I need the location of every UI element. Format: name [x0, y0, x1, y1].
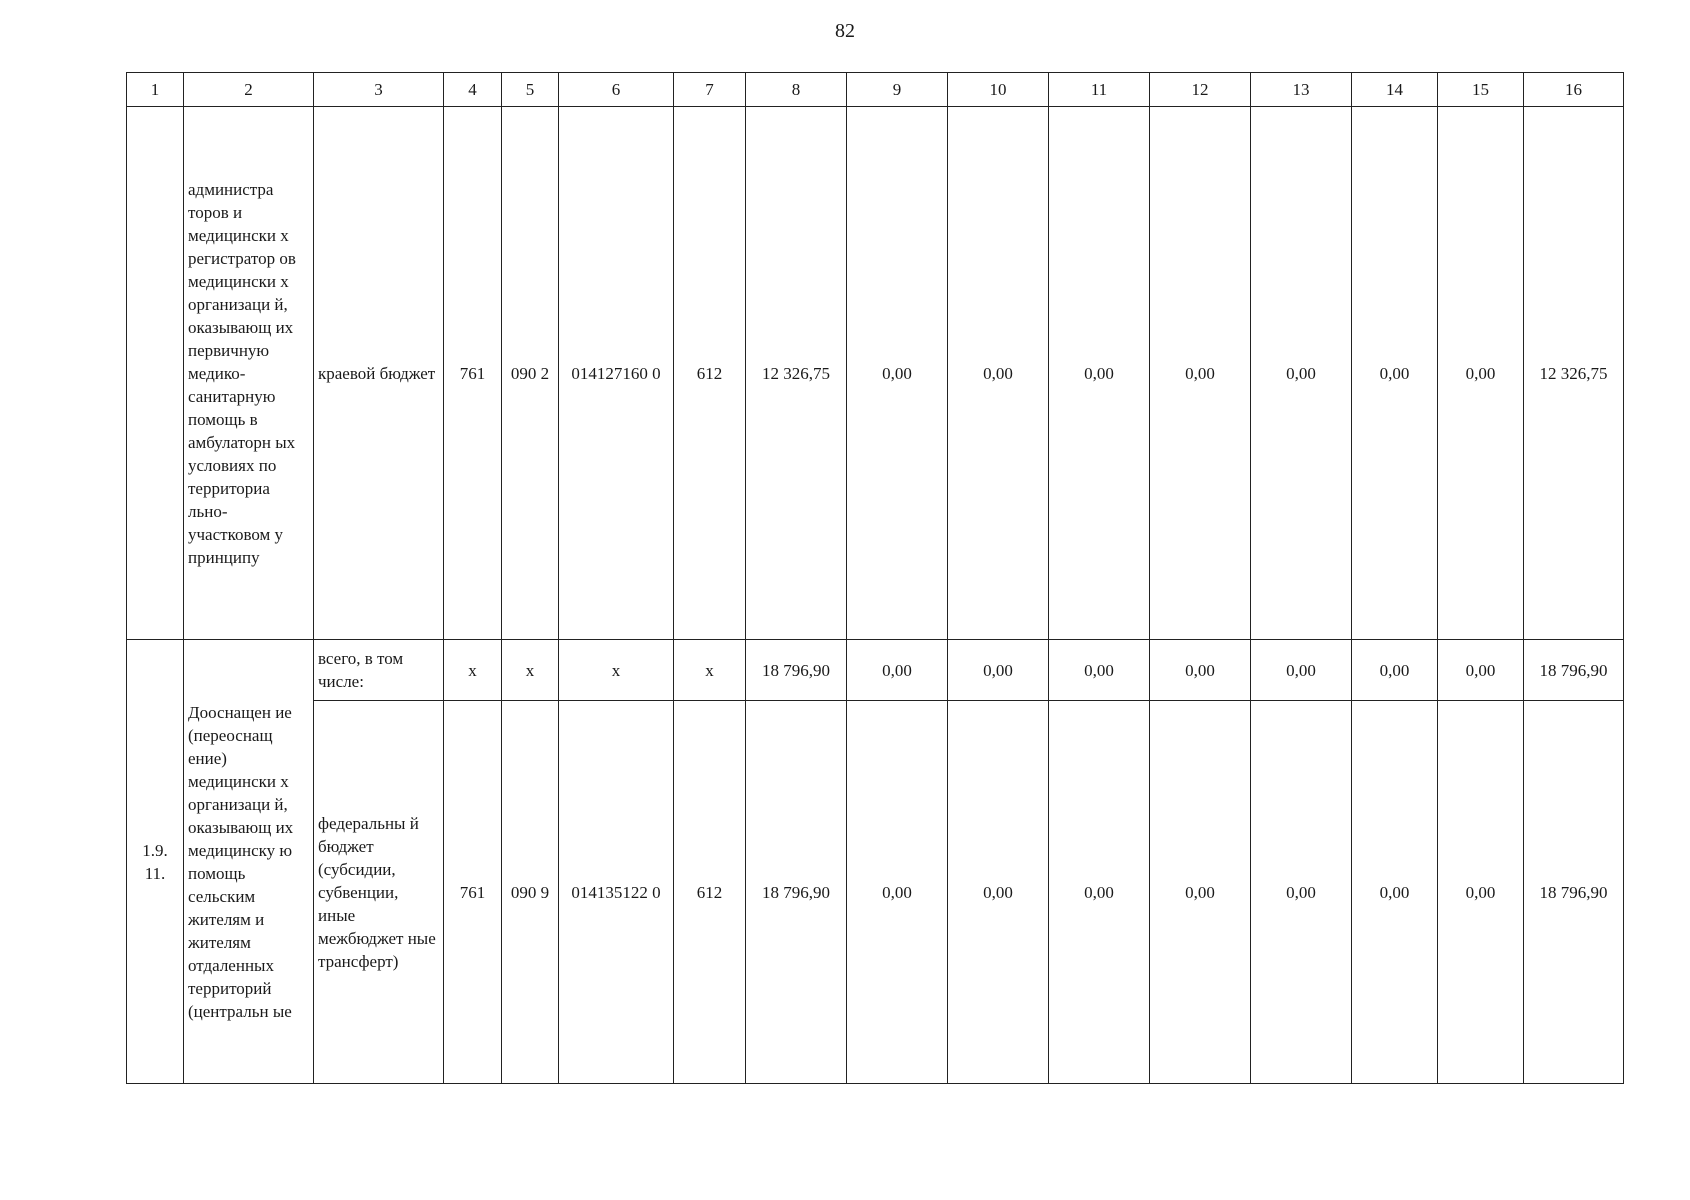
- header-cell: 6: [559, 73, 674, 107]
- cell-c12: 0,00: [1150, 701, 1251, 1084]
- header-cell: 3: [314, 73, 444, 107]
- header-cell: 16: [1524, 73, 1624, 107]
- header-cell: 7: [674, 73, 746, 107]
- cell-c11: 0,00: [1049, 640, 1150, 701]
- cell-c10: 0,00: [948, 107, 1049, 640]
- cell-c8: 18 796,90: [746, 640, 847, 701]
- cell-c4: 761: [444, 107, 502, 640]
- cell-c9: 0,00: [847, 107, 948, 640]
- cell-c13: 0,00: [1251, 701, 1352, 1084]
- header-cell: 2: [184, 73, 314, 107]
- cell-c10: 0,00: [948, 701, 1049, 1084]
- cell-c9: 0,00: [847, 640, 948, 701]
- row-number-cell: [127, 107, 184, 640]
- cell-c4: х: [444, 640, 502, 701]
- cell-c7: 612: [674, 701, 746, 1084]
- cell-c11: 0,00: [1049, 107, 1150, 640]
- header-row: [127, 73, 1624, 107]
- header-cell: 8: [746, 73, 847, 107]
- cell-c13: 0,00: [1251, 107, 1352, 640]
- header-cell: 11: [1049, 73, 1150, 107]
- cell-c16: 12 326,75: [1524, 107, 1624, 640]
- cell-c14: 0,00: [1352, 640, 1438, 701]
- table-row: [127, 701, 1624, 1084]
- header-cell: 1: [127, 73, 184, 107]
- cell-c15: 0,00: [1438, 701, 1524, 1084]
- cell-c10: 0,00: [948, 640, 1049, 701]
- header-cell: 9: [847, 73, 948, 107]
- cell-c5: 090 9: [502, 701, 559, 1084]
- cell-c13: 0,00: [1251, 640, 1352, 701]
- cell-c6: х: [559, 640, 674, 701]
- cell-c6: 014127160 0: [559, 107, 674, 640]
- header-cell: 13: [1251, 73, 1352, 107]
- funding-source: федеральны й бюджет (субсидии, субвенции, иные межбюджет ные трансферт): [314, 701, 444, 1084]
- cell-c15: 0,00: [1438, 640, 1524, 701]
- cell-c5: 090 2: [502, 107, 559, 640]
- cell-c16: 18 796,90: [1524, 701, 1624, 1084]
- cell-c12: 0,00: [1150, 640, 1251, 701]
- cell-c14: 0,00: [1352, 701, 1438, 1084]
- cell-c11: 0,00: [1049, 701, 1150, 1084]
- table-row: [127, 107, 1624, 640]
- header-cell: 4: [444, 73, 502, 107]
- cell-c16: 18 796,90: [1524, 640, 1624, 701]
- cell-c5: х: [502, 640, 559, 701]
- cell-c7: х: [674, 640, 746, 701]
- table-row: [127, 640, 1624, 701]
- activity-name: Дооснащен ие (переоснащ ение) медицински х организаци й, оказывающ их медицинску ю помощь сельским жителям и жителям отдаленных территорий (центральн ые: [184, 640, 314, 1084]
- header-cell: 12: [1150, 73, 1251, 107]
- cell-c8: 12 326,75: [746, 107, 847, 640]
- budget-table: [126, 72, 1624, 1084]
- cell-c7: 612: [674, 107, 746, 640]
- funding-source: краевой бюджет: [314, 107, 444, 640]
- cell-c12: 0,00: [1150, 107, 1251, 640]
- cell-c9: 0,00: [847, 701, 948, 1084]
- cell-c4: 761: [444, 701, 502, 1084]
- header-cell: 5: [502, 73, 559, 107]
- cell-c8: 18 796,90: [746, 701, 847, 1084]
- activity-name: администра торов и медицински х регистратор ов медицински х организаци й, оказывающ их первичную медико- санитарную помощь в амбулаторн ых условиях по территориа льно- участковом у принципу: [184, 107, 314, 640]
- cell-c14: 0,00: [1352, 107, 1438, 640]
- page-number: 82: [835, 20, 855, 42]
- row-number-cell: 1.9. 11.: [127, 640, 184, 1084]
- header-cell: 10: [948, 73, 1049, 107]
- header-cell: 14: [1352, 73, 1438, 107]
- header-cell: 15: [1438, 73, 1524, 107]
- cell-c6: 014135122 0: [559, 701, 674, 1084]
- funding-source: всего, в том числе:: [314, 640, 444, 701]
- cell-c15: 0,00: [1438, 107, 1524, 640]
